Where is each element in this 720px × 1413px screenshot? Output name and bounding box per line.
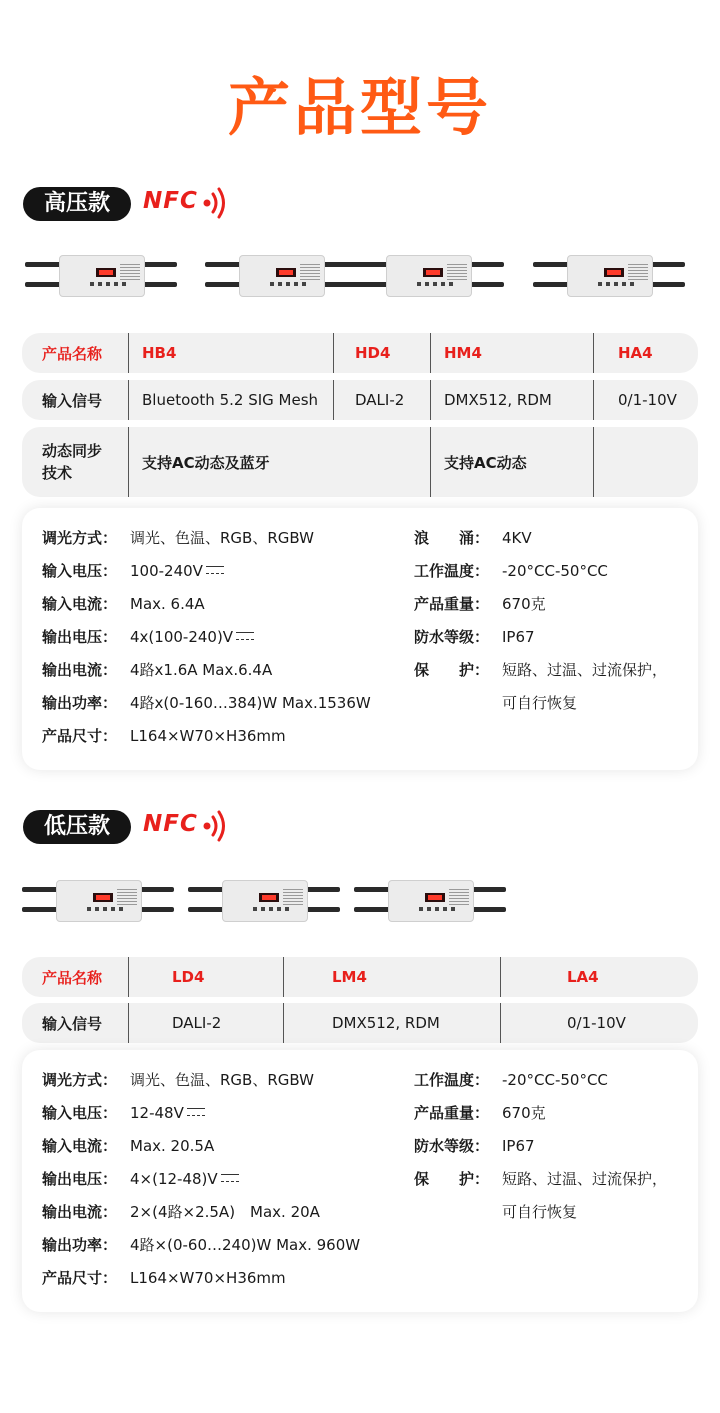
product-image [533,252,683,298]
spec-input-current: 输入电流： Max. 20.5A [42,1137,215,1155]
product-image [205,252,355,298]
spec-protection-cont: 可自行恢复 [502,694,578,712]
table-row-sync-tech [22,427,698,497]
model-hm4: HM4 [444,344,482,362]
table-row-input-signal [22,380,698,420]
spec-ip-rating: 防水等级： IP67 [414,628,535,646]
input-ld4: DALI-2 [172,1014,222,1032]
product-image [22,877,172,923]
spec-input-voltage: 输入电压： 100-240V [42,561,224,581]
model-hd4: HD4 [355,344,391,362]
row-label: 输入信号 [42,1014,103,1033]
model-la4: LA4 [567,968,599,986]
spec-output-power: 输出功率： 4路×(0-60…240)W Max. 960W [42,1236,361,1254]
sync-hm4: 支持AC动态 [444,453,527,472]
nfc-label: NFC [143,811,198,837]
spec-output-power: 输出功率： 4路x(0-160…384)W Max.1536W [42,694,371,712]
dc-symbol-icon [187,1108,205,1116]
spec-output-voltage: 输出电压： 4×(12-48)V [42,1169,239,1189]
dc-symbol-icon [206,566,224,574]
product-images-high [0,252,720,312]
model-ha4: HA4 [618,344,653,362]
nfc-wave-icon [201,808,231,844]
product-image [354,877,504,923]
product-image [25,252,175,298]
spec-weight: 产品重量： 670克 [414,1104,546,1122]
table-row-model-name [22,333,698,373]
spec-size: 产品尺寸： L164×W70×H36mm [42,727,286,745]
input-lm4: DMX512, RDM [332,1014,440,1032]
input-ha4: 0/1-10V [618,391,677,409]
section-tag-high: 高压款 [23,187,131,221]
row-label: 产品名称 [42,968,103,987]
row-label: 产品名称 [42,344,103,363]
spec-temperature: 工作温度： -20°CC-50°CC [414,1071,608,1089]
spec-surge: 浪 涌： 4KV [414,529,532,547]
spec-size: 产品尺寸： L164×W70×H36mm [42,1269,286,1287]
row-label: 输入信号 [42,391,103,410]
spec-output-voltage: 输出电压： 4x(100-240)V [42,627,254,647]
spec-output-current: 输出电流： 4路x1.6A Max.6.4A [42,661,273,679]
section-tag-low: 低压款 [23,810,131,844]
spec-ip-rating: 防水等级： IP67 [414,1137,535,1155]
spec-weight: 产品重量： 670克 [414,595,546,613]
spec-input-current: 输入电流： Max. 6.4A [42,595,205,613]
sync-hb4: 支持AC动态及蓝牙 [142,453,270,472]
nfc-label: NFC [143,188,198,214]
spec-card-low [22,1050,698,1312]
spec-protection: 保 护： 短路、过温、过流保护， [414,1170,668,1188]
row-label: 动态同步技术 [42,442,103,482]
spec-dimming: 调光方式： 调光、色温、RGB、RGBW [42,1071,314,1089]
input-hb4: Bluetooth 5.2 SIG Mesh [142,391,319,409]
page-title: 产品型号 [227,71,492,144]
dc-symbol-icon [236,632,254,640]
product-images-low [0,877,720,937]
product-image [188,877,338,923]
nfc-logo [143,183,243,223]
model-lm4: LM4 [332,968,367,986]
table-row-input-signal [22,1003,698,1043]
input-la4: 0/1-10V [567,1014,626,1032]
dc-symbol-icon [221,1174,239,1182]
product-image [352,252,502,298]
spec-temperature: 工作温度： -20°CC-50°CC [414,562,608,580]
input-hm4: DMX512, RDM [444,391,552,409]
nfc-logo [143,806,243,846]
spec-dimming: 调光方式： 调光、色温、RGB、RGBW [42,529,314,547]
model-ld4: LD4 [172,968,205,986]
spec-output-current: 输出电流： 2×(4路×2.5A) Max. 20A [42,1203,320,1221]
spec-input-voltage: 输入电压： 12-48V [42,1103,205,1123]
spec-protection-cont: 可自行恢复 [502,1203,578,1221]
spec-protection: 保 护： 短路、过温、过流保护， [414,661,668,679]
input-hd4: DALI-2 [355,391,405,409]
table-row-model-name [22,957,698,997]
model-hb4: HB4 [142,344,177,362]
nfc-wave-icon [201,185,231,221]
spec-card-high [22,508,698,770]
